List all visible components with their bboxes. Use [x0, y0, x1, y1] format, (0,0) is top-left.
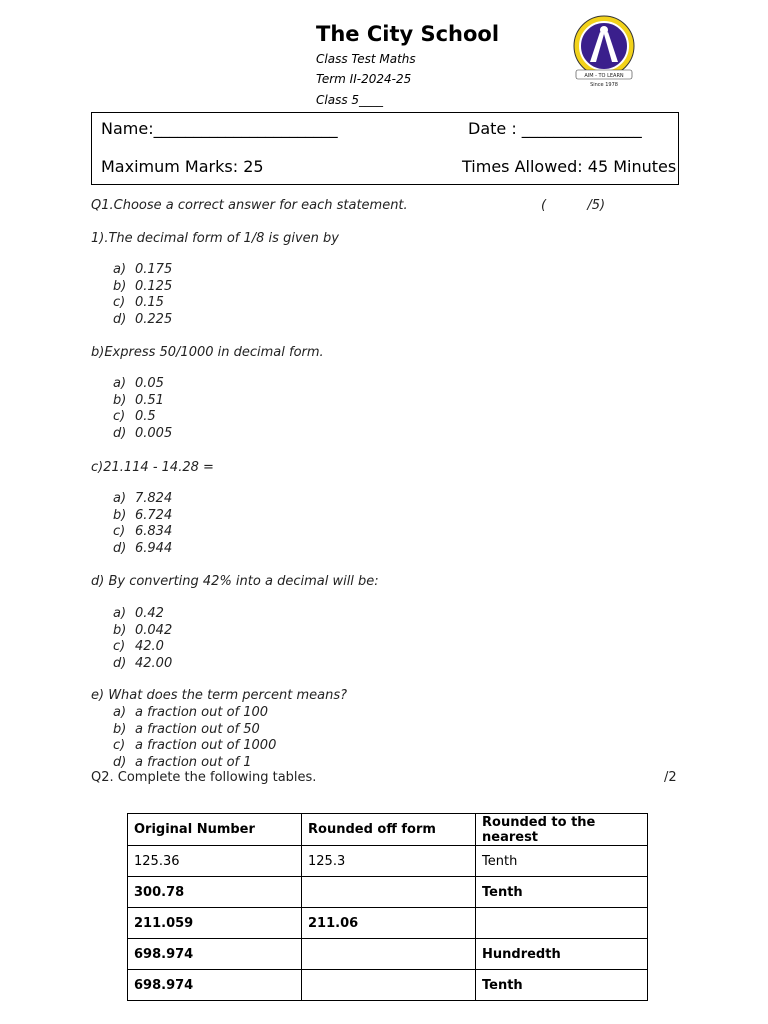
q1-marks: ( /5) [541, 198, 606, 213]
options-list [113, 705, 276, 771]
question-stem: d) By converting 42% into a decimal will be: [91, 574, 379, 589]
maximum-marks: Maximum Marks: 25 [101, 157, 264, 176]
question-stem: 1).The decimal form of 1/8 is given by [91, 231, 339, 246]
option[interactable]: d) a fraction out of 1 [113, 754, 252, 770]
class-label: Class 5____ [316, 93, 384, 107]
q2-marks: /2 [664, 770, 677, 785]
time-allowed: Times Allowed: 45 Minutes [462, 157, 677, 176]
table-row [128, 970, 648, 1001]
name-field[interactable]: Name:_______________________ [101, 119, 338, 138]
logo-since: Since 1978 [590, 82, 618, 88]
q1-title: Q1.Choose a correct answer for each statement. [91, 198, 408, 213]
table-cell: Tenth [476, 877, 648, 908]
option[interactable]: c) 42.0 [113, 639, 164, 654]
table-row [128, 939, 648, 970]
table-cell: 125.3 [302, 846, 476, 877]
answer-cell[interactable] [302, 970, 476, 1001]
table-header-row [128, 814, 648, 846]
option[interactable]: a) 7.824 [113, 491, 173, 506]
answer-cell[interactable] [302, 877, 476, 908]
school-logo [570, 14, 638, 90]
table-row [128, 846, 648, 877]
option[interactable]: a) a fraction out of 100 [113, 705, 269, 720]
option[interactable]: b) 0.125 [113, 278, 173, 294]
rounding-table [127, 813, 648, 1001]
option[interactable]: c) 0.5 [113, 409, 156, 424]
option[interactable]: c) 0.15 [113, 295, 164, 310]
option[interactable]: b) 0.042 [113, 622, 173, 638]
test-subject: Class Test Maths [316, 52, 416, 66]
term-label: Term II-2024-25 [316, 72, 412, 86]
table-cell: 211.06 [302, 908, 476, 939]
option[interactable]: b) 0.51 [113, 392, 164, 408]
question-stem: e) What does the term percent means? [91, 688, 348, 703]
table-row [128, 908, 648, 939]
column-header: Original Number [128, 814, 302, 846]
table-cell: 300.78 [128, 877, 302, 908]
option[interactable]: d) 0.225 [113, 311, 173, 327]
table-cell: 125.36 [128, 846, 302, 877]
student-info-box [91, 112, 679, 185]
answer-cell[interactable] [302, 939, 476, 970]
table-cell: Tenth [476, 846, 648, 877]
school-title: The City School [316, 22, 500, 46]
option[interactable]: b) a fraction out of 50 [113, 721, 260, 737]
option[interactable]: a) 0.42 [113, 606, 164, 621]
option[interactable]: d) 6.944 [113, 540, 173, 556]
table-cell: 698.974 [128, 970, 302, 1001]
option[interactable]: d) 0.005 [113, 425, 173, 441]
options-list [113, 491, 172, 557]
option[interactable]: a) 0.05 [113, 376, 164, 391]
option[interactable]: c) a fraction out of 1000 [113, 738, 277, 753]
option[interactable]: c) 6.834 [113, 524, 173, 539]
column-header: Rounded to the nearest [476, 814, 648, 846]
q2-title: Q2. Complete the following tables. [91, 770, 317, 785]
options-list [113, 262, 172, 328]
option[interactable]: a) 0.175 [113, 262, 173, 277]
answer-cell[interactable] [476, 908, 648, 939]
table-cell: Hundredth [476, 939, 648, 970]
date-field[interactable]: Date : _______________ [468, 119, 642, 138]
table-cell: 211.059 [128, 908, 302, 939]
question-stem: c)21.114 - 14.28 = [91, 460, 214, 475]
table-cell: 698.974 [128, 939, 302, 970]
option[interactable]: d) 42.00 [113, 655, 173, 671]
logo-motto: AIM - TO LEARN [584, 73, 624, 79]
table-row [128, 877, 648, 908]
option[interactable]: b) 6.724 [113, 507, 173, 523]
column-header: Rounded off form [302, 814, 476, 846]
question-stem: b)Express 50/1000 in decimal form. [91, 345, 324, 360]
options-list [113, 376, 172, 442]
table-cell: Tenth [476, 970, 648, 1001]
options-list [113, 606, 172, 672]
